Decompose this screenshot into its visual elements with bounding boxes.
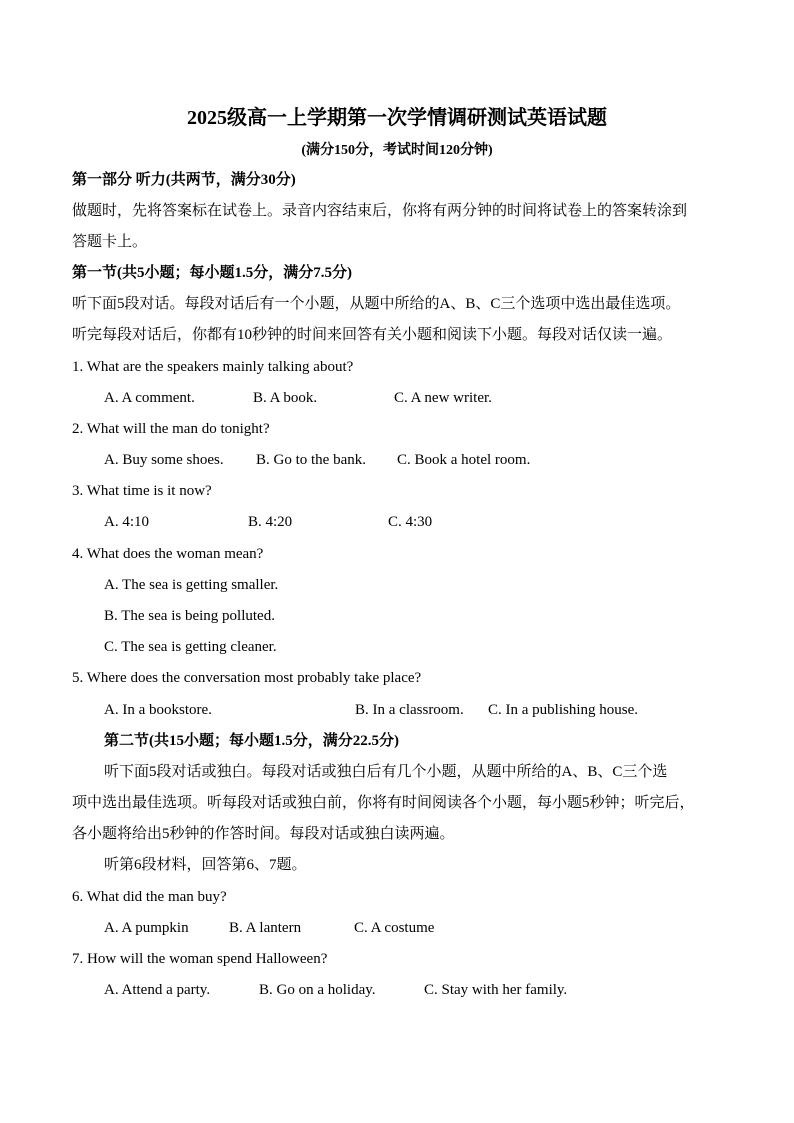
question-option: B. Go to the bank. <box>256 452 366 468</box>
question-option: C. The sea is getting cleaner. <box>104 639 277 655</box>
section1-heading: 第一节(共5小题；每小题1.5分，满分7.5分) <box>72 265 352 281</box>
question-option: B. A book. <box>253 390 318 406</box>
question-option: C. Book a hotel room. <box>397 452 531 468</box>
question-stem: 4. What does the woman mean? <box>72 546 264 562</box>
question-option: A. In a bookstore. <box>104 702 212 718</box>
question-option: B. A lantern <box>229 920 302 936</box>
part1-heading: 第一部分 听力(共两节，满分30分) <box>72 172 296 188</box>
question-option: C. Stay with her family. <box>424 982 568 998</box>
question-stem: 7. How will the woman spend Halloween? <box>72 951 328 967</box>
question-stem: 6. What did the man buy? <box>72 889 227 905</box>
question-option: A. 4:10 <box>104 514 149 530</box>
section1-instructions-line2: 听完每段对话后，你都有10秒钟的时间来回答有关小题和阅读下小题。每段对话仅读一遍。 <box>72 327 673 343</box>
question-option: A. A pumpkin <box>104 920 189 936</box>
question-stem: 3. What time is it now? <box>72 483 212 499</box>
section2-instructions-line2: 项中选出最佳选项。听每段对话或独白前，你将有时间阅读各个小题，每小题5秒钟；听完后， <box>72 795 695 811</box>
page-subtitle: (满分150分，考试时间120分钟) <box>301 143 493 158</box>
question-option: B. The sea is being polluted. <box>104 608 275 624</box>
part1-instructions-line1: 做题时，先将答案标在试卷上。录音内容结束后，你将有两分钟的时间将试卷上的答案转涂到 <box>72 203 688 219</box>
section2-instructions-line1: 听下面5段对话或独白。每段对话或独白后有几个小题，从题中所给的A、B、C三个选 <box>104 764 668 780</box>
part1-instructions-line2: 答题卡上。 <box>72 234 148 250</box>
question-option: C. In a publishing house. <box>488 702 638 718</box>
question-option: B. 4:20 <box>248 514 293 530</box>
page-title: 2025级高一上学期第一次学情调研测试英语试题 <box>187 107 607 129</box>
question-option: C. A costume <box>354 920 435 936</box>
section2-instructions-line3: 各小题将给出5秒钟的作答时间。每段对话或独白读两遍。 <box>72 826 455 842</box>
question-stem: 5. Where does the conversation most probably take place? <box>72 670 422 686</box>
question-option: C. A new writer. <box>394 390 492 406</box>
question-option: A. Buy some shoes. <box>104 452 224 468</box>
question-option: A. Attend a party. <box>104 982 211 998</box>
question-option: A. A comment. <box>104 390 195 406</box>
question-option: B. In a classroom. <box>355 702 464 718</box>
section1-instructions-line1: 听下面5段对话。每段对话后有一个小题，从题中所给的A、B、C三个选项中选出最佳选项。 <box>72 296 681 312</box>
material-note: 听第6段材料，回答第6、7题。 <box>104 857 307 873</box>
question-option: A. The sea is getting smaller. <box>104 577 279 593</box>
question-option: B. Go on a holiday. <box>259 982 376 998</box>
section2-heading: 第二节(共15小题；每小题1.5分，满分22.5分) <box>104 733 399 749</box>
question-stem: 1. What are the speakers mainly talking about? <box>72 359 354 375</box>
question-stem: 2. What will the man do tonight? <box>72 421 270 437</box>
question-option: C. 4:30 <box>388 514 433 530</box>
